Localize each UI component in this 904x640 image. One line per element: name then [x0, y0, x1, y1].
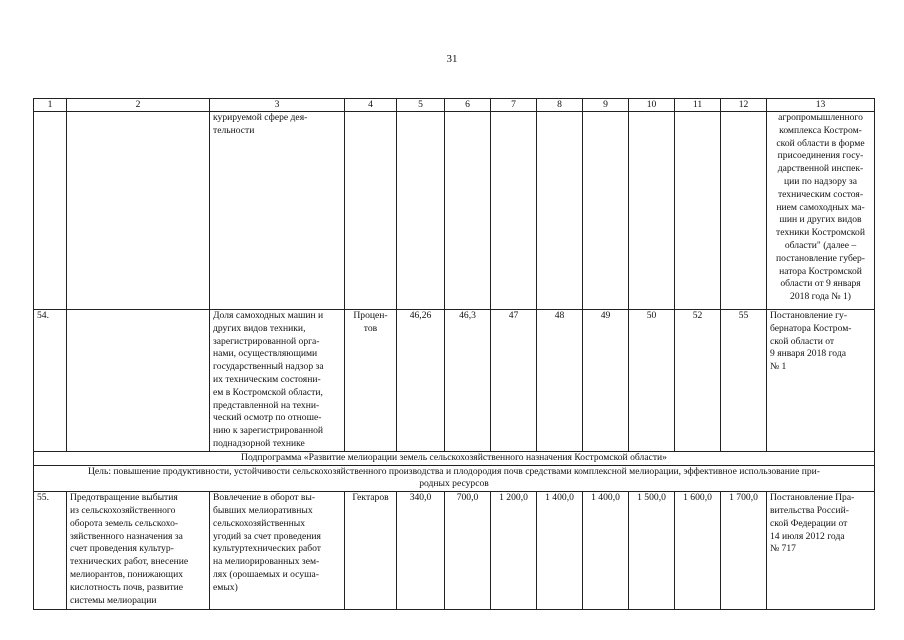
text-line: Предотвращение выбытия [70, 492, 178, 504]
value-cell: 47 [491, 310, 537, 452]
row-number-cell: 55. [34, 492, 67, 610]
text-line: нами, осуществляющими [213, 348, 318, 360]
header-cell: 2 [67, 99, 210, 112]
indicators-table [33, 98, 875, 610]
text-line: техники Костромской [776, 227, 865, 239]
header-cell: 5 [397, 99, 445, 112]
header-cell: 4 [345, 99, 397, 112]
value-cell: 1 400,0 [537, 492, 583, 610]
text-line: других видов техники, [213, 322, 306, 334]
value-cell: 49 [583, 310, 629, 452]
indicator-cell [210, 492, 345, 610]
text-line: бывших мелиоративных [213, 504, 313, 516]
header-cell: 9 [583, 99, 629, 112]
text-line: № 717 [770, 543, 796, 555]
header-cell: 12 [721, 99, 767, 112]
text-line: системы мелиорации [70, 594, 157, 606]
text-line: зарегистрированной орга- [213, 335, 320, 347]
goal-cell [67, 310, 210, 452]
value-cell: 1 500,0 [629, 492, 675, 610]
text-line: 2018 года № 1) [790, 291, 851, 303]
text-line: емых) [213, 581, 238, 593]
text-line: № 1 [770, 361, 787, 373]
text-line: нием самоходных ма- [776, 201, 865, 213]
goal-cell [67, 112, 210, 310]
value-cell: 55 [721, 310, 767, 452]
indicator-cell [210, 112, 345, 310]
text-line: Доля самоходных машин и [213, 310, 324, 321]
text-line: Постановление Пра- [770, 492, 855, 504]
text-line: мелиорантов, понижающих [70, 568, 183, 580]
text-line: вительства Россий- [770, 504, 849, 516]
value-cell: 46,26 [397, 310, 445, 452]
page-number: 31 [446, 53, 458, 65]
text-line: кислотность почв, развитие [70, 581, 184, 593]
value-cell: 1 700,0 [721, 492, 767, 610]
table-row-continued [34, 112, 875, 310]
table-row-55 [34, 492, 875, 610]
text-line: угодий за счет проведения [213, 530, 321, 542]
text-line: оборота земель сельскохо- [70, 517, 179, 529]
text-line: на мелиорированных зем- [213, 556, 320, 568]
value-cell: 340,0 [397, 492, 445, 610]
header-cell: 8 [537, 99, 583, 112]
text-line: счет проведения культур- [70, 543, 174, 555]
legal-basis-cell [767, 112, 875, 310]
text-line: ем в Костромской области, [213, 386, 323, 398]
text-line: ции по надзору за [784, 175, 857, 187]
value-cell: 50 [629, 310, 675, 452]
unit-cell [345, 112, 397, 310]
goal-row [34, 465, 875, 492]
text-line: Процен- [353, 310, 388, 321]
text-line: постановление губер- [776, 252, 865, 264]
text-line: нию к зарегистрированной [213, 425, 324, 437]
text-line: агропромышленного [778, 112, 863, 123]
value-cell: 1 200,0 [491, 492, 537, 610]
unit-cell [345, 310, 397, 452]
legal-basis-cell [767, 310, 875, 452]
text-line: ской Федерации от [770, 517, 848, 529]
value-cell [397, 112, 445, 310]
text-line: Постановление гу- [770, 310, 848, 321]
header-cell: 10 [629, 99, 675, 112]
text-line: представленной на техни- [213, 399, 320, 411]
text-line: ской области в форме [776, 137, 865, 149]
value-cell [445, 112, 491, 310]
value-cell [675, 112, 721, 310]
text-line: государственный надзор за [213, 361, 324, 373]
text-line: родных ресурсов [419, 478, 489, 490]
value-cell [583, 112, 629, 310]
text-line: их техническим состояни- [213, 373, 321, 385]
text-line: натора Костромской [779, 265, 862, 277]
value-cell: 700,0 [445, 492, 491, 610]
header-cell: 6 [445, 99, 491, 112]
text-line: области" (далее – [784, 239, 857, 251]
value-cell [491, 112, 537, 310]
text-line: техническим состоя- [777, 188, 864, 200]
text-line: поднадзорной технике [213, 437, 305, 449]
header-row [34, 99, 875, 112]
text-line: шин и других видов [779, 214, 862, 226]
value-cell: 48 [537, 310, 583, 452]
text-line: ческий осмотр по отноше- [213, 412, 322, 424]
text-line: лях (орошаемых и осуша- [213, 568, 319, 580]
header-cell: 11 [675, 99, 721, 112]
text-line: культуртехнических работ [213, 543, 321, 555]
value-cell [721, 112, 767, 310]
subprogram-row [34, 451, 875, 465]
value-cell [537, 112, 583, 310]
text-line: ской области от [770, 335, 835, 347]
goal-cell [67, 492, 210, 610]
header-cell: 13 [767, 99, 875, 112]
legal-basis-cell [767, 492, 875, 610]
text-line: дарственной инспек- [777, 163, 864, 175]
text-line: Цель: повышение продуктивности, устойчивости сельскохозяйственного производства и плодородия почв средствами комплексной мелиорации, эффективное использование при- [87, 465, 820, 477]
header-cell: 1 [34, 99, 67, 112]
row-number-cell: 54. [34, 310, 67, 452]
text-line: тельности [213, 124, 255, 136]
text-line: сельскохозяйственных [213, 517, 306, 529]
table-row-54 [34, 310, 875, 452]
text-line: области от 9 января [780, 278, 861, 290]
text-line: 9 января 2018 года [770, 348, 846, 360]
text-line: комплекса Костром- [779, 124, 862, 136]
text-line: зяйственного назначения за [70, 530, 183, 542]
text-line: из сельскохозяйственного [70, 504, 176, 516]
value-cell: 52 [675, 310, 721, 452]
subprogram-title: Подпрограмма «Развитие мелиорации земель сельскохозяйственного назначения Костромской области» [34, 451, 875, 465]
value-cell: 1 400,0 [583, 492, 629, 610]
goal-text [34, 465, 875, 492]
text-line: курируемой сфере дея- [213, 112, 308, 123]
header-cell: 7 [491, 99, 537, 112]
text-line: технических работ, внесение [70, 556, 189, 568]
text-line: тов [363, 322, 378, 334]
value-cell: 46,3 [445, 310, 491, 452]
text-line: Вовлечение в оборот вы- [213, 492, 316, 504]
indicator-cell [210, 310, 345, 452]
text-line: бернатора Костром- [770, 322, 852, 334]
text-line: 14 июля 2012 года [770, 530, 845, 542]
value-cell [629, 112, 675, 310]
text-line: присоединения госу- [777, 150, 864, 162]
unit-cell: Гектаров [345, 492, 397, 610]
value-cell: 1 600,0 [675, 492, 721, 610]
row-number-cell [34, 112, 67, 310]
header-cell: 3 [210, 99, 345, 112]
